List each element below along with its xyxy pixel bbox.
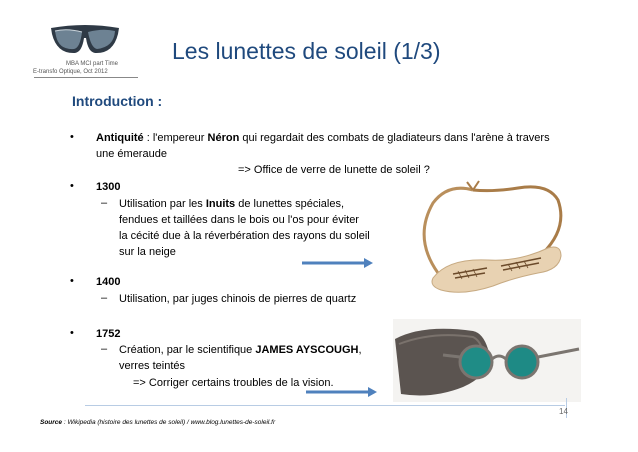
bullet-marker: • (70, 327, 74, 339)
year-1300: 1300 (96, 181, 121, 193)
y1752-l1a: Création, par le scientifique (119, 344, 256, 356)
y1300-l1c: de lunettes spéciales, (235, 198, 345, 210)
year-1752: 1752 (96, 328, 121, 340)
y1400-line1: Utilisation, par juges chinois de pierres de quartz (119, 293, 357, 305)
green-spectacles-image (393, 319, 581, 402)
y1752-line1 (119, 342, 362, 358)
antiquite-label: Antiquité (96, 132, 144, 144)
page-number: 14 (559, 407, 568, 416)
slide-title: Les lunettes de soleil (1/3) (172, 38, 441, 64)
y1300-line2: fendues et taillées dans le bois ou l'os pour éviter (119, 214, 359, 226)
bullet-marker: • (70, 180, 74, 192)
y1300-line1 (119, 196, 344, 212)
source-note (40, 419, 275, 426)
source-label: Source (40, 419, 63, 426)
inuit-snow-goggles-image (393, 178, 581, 313)
bullet-marker: • (70, 275, 74, 287)
sunglasses-logo-icon (47, 20, 123, 64)
y1752-l1b: JAMES AYSCOUGH (255, 344, 359, 356)
antiquite-text-b: qui regardait des combats de gladiateurs dans l'arène à travers (239, 132, 550, 144)
antiquite-line2: une émeraude (96, 148, 167, 160)
y1300-line3: la cécité due à la réverbération des rayons du soleil (119, 230, 370, 242)
arrow-right-icon (306, 386, 378, 398)
y1300-line4: sur la neige (119, 246, 176, 258)
footer-rule (85, 405, 565, 406)
year-1400: 1400 (96, 276, 121, 288)
section-heading: Introduction : (72, 93, 163, 109)
y1300-l1b: Inuits (205, 198, 236, 210)
y1752-line3: => Corriger certains troubles de la vision. (133, 377, 334, 389)
arrow-right-icon (302, 257, 374, 269)
logo-caption-line2: E-transfo Optique, Oct 2012 (33, 69, 108, 75)
antiquite-text-a: : l'empereur (143, 132, 208, 144)
antiquite-line1 (96, 130, 550, 146)
antiquite-note: => Office de verre de lunette de soleil ? (238, 164, 430, 176)
dash-marker: – (101, 197, 108, 209)
source-text: : Wikipedia (histoire des lunettes de soleil) / www.blog.lunettes-de-soleil.fr (62, 419, 276, 426)
bullet-marker: • (70, 131, 74, 143)
antiquite-name: Néron (207, 132, 240, 144)
y1300-l1a: Utilisation par les (119, 198, 206, 210)
y1752-line2: verres teintés (119, 360, 186, 372)
dash-marker: – (101, 292, 108, 304)
header-divider (34, 77, 138, 78)
y1752-l1c: , (358, 344, 362, 356)
dash-marker: – (101, 343, 108, 355)
logo-caption-line1: MBA MCI part Time (66, 61, 119, 67)
